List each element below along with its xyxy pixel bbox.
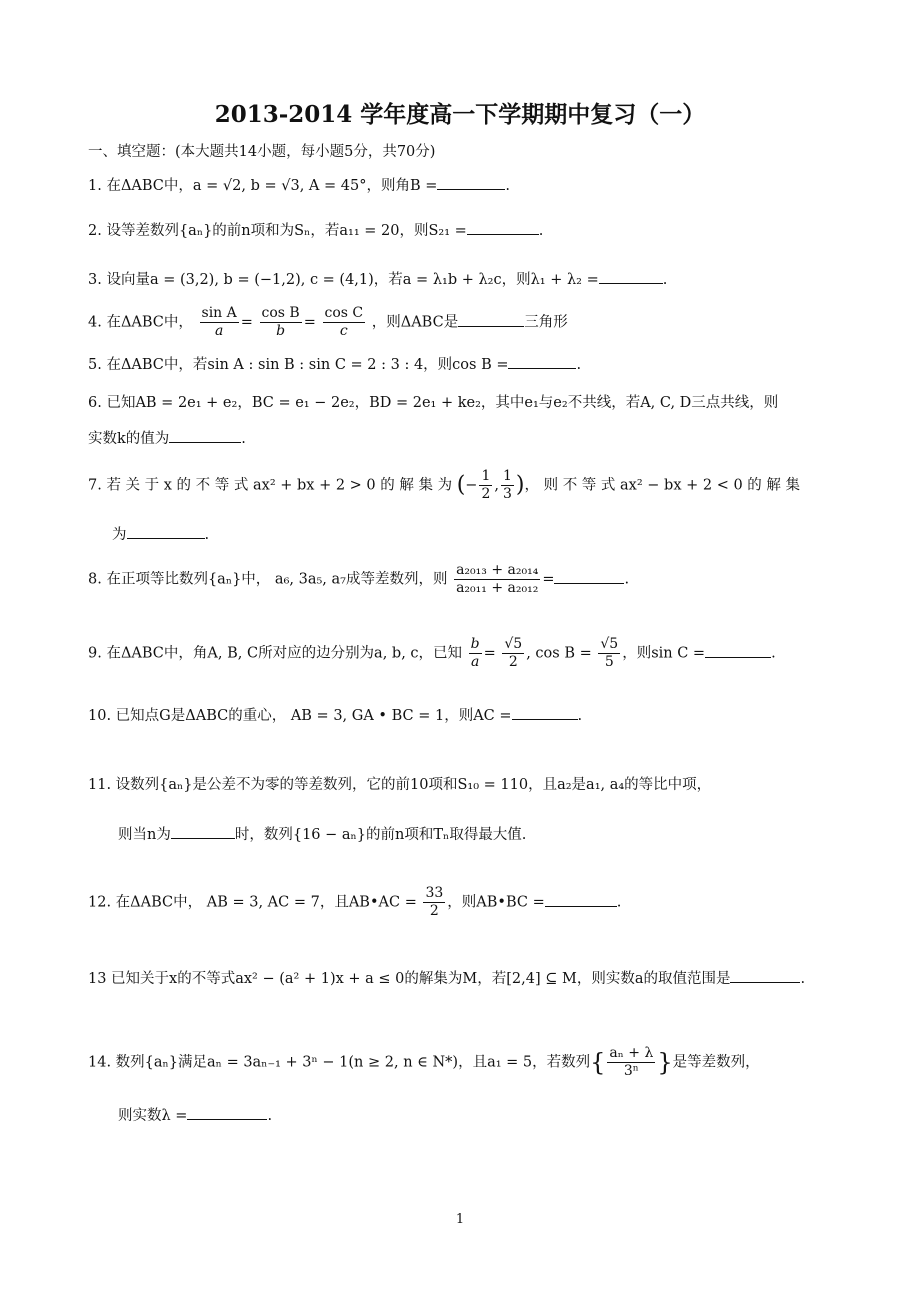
numerator: 33 [425, 885, 444, 901]
denominator: a [470, 654, 480, 670]
denominator: 5 [604, 654, 614, 670]
question-text: 13 已知关于x的不等式ax² − (a² + 1)x + a ≤ 0的解集为M，若[2,4] ⊆ M，则实数a的取值范围是 [88, 971, 731, 987]
answer-blank [599, 269, 663, 284]
answer-blank [512, 705, 578, 720]
question-text: 5. 在ΔABC中，若sin A : sin B : sin C = 2 : 3 : 4，则cos B = [88, 357, 509, 373]
fraction [454, 562, 540, 597]
numerator: 1 [502, 468, 512, 484]
question-5: 5. 在ΔABC中，若sin A : sin B : sin C = 2 : 3 : 4，则cos B = . [88, 354, 878, 376]
denominator: 3ⁿ [623, 1063, 639, 1079]
numerator: b [470, 636, 480, 652]
question-text: 3. 设向量a = (3,2), b = (−1,2), c = (4,1)，若a = λ₁b + λ₂c，则λ₁ + λ₂ = [88, 272, 599, 288]
question-1: 1. 在ΔABC中，a = √2, b = √3, A = 45°，则角B = . [88, 175, 878, 197]
question-text: 则当n为 [118, 827, 171, 843]
fraction [200, 305, 239, 340]
question-text: 是等差数列， [672, 1054, 760, 1071]
question-text: 实数k的值为 [88, 431, 170, 447]
fraction [502, 636, 524, 671]
question-10: 10. 已知点G是ΔABC的重心， AB = 3, GA • BC = 1，则AC = . [88, 705, 878, 727]
question-14-line-2: 则实数λ = . [118, 1105, 908, 1127]
question-12: 12. 在ΔABC中， AB = 3, AC = 7，且AB•AC = $\frac{33}{2}$ ，则AB•BC = . [88, 885, 622, 919]
question-3: 3. 设向量a = (3,2), b = (−1,2), c = (4,1)，若a = λ₁b + λ₂c，则λ₁ + λ₂ = . [88, 269, 878, 291]
denominator: 2 [508, 654, 518, 670]
numerator: a₂₀₁₃ + a₂₀₁₄ [456, 562, 539, 578]
question-text: ，则AB•BC = [447, 894, 545, 911]
answer-blank [545, 892, 617, 907]
question-9: 9. 在ΔABC中，角A, B, C所对应的边分别为a, b, c，已知 $\frac{b}{a}$ = $\frac{√5}{2}$ , cos B = $\frac{√5}{5}$ ，则sin C = . [88, 636, 776, 670]
brace-close: } [657, 1048, 673, 1077]
question-text: 6. 已知AB = 2e₁ + e₂，BC = e₁ − 2e₂，BD = 2e₁ + ke₂，其中e₁与e₂不共线，若A, C, D三点共线，则 [88, 395, 779, 411]
question-text: 11. 设数列{aₙ}是公差不为零的等差数列，它的前10项和S₁₀ = 110，且a₂是a₁, a₄的等比中项， [88, 777, 712, 793]
answer-blank [508, 354, 576, 369]
question-text: 4. 在ΔABC中， [88, 314, 193, 331]
page-number: 1 [455, 1212, 465, 1227]
question-8: 8. 在正项等比数列{aₙ}中， a₆, 3a₅, a₇成等差数列，则 $\frac{\text{a₂₀₁₃ + a₂₀₁₄}}{\text{a₂₀₁₁ + a₂₀₁₂}}$ = . [88, 562, 630, 596]
brace-open: { [590, 1048, 606, 1077]
question-text: , cos B = [526, 645, 592, 662]
denominator: b [276, 323, 286, 339]
fraction [607, 1045, 655, 1080]
denominator: c [339, 323, 348, 339]
question-7: 7. 若 关 于 x 的 不 等 式 ax² + bx + 2 > 0 的 解 集 为 (− $\frac{1}{2}$ , $\frac{1}{3}$ )， 则 不 等 式 ax² − bx + 2 < 0 的 解 集 [88, 468, 801, 502]
answer-blank [127, 524, 205, 539]
answer-blank [705, 643, 771, 658]
question-7-line-2: 为 . [112, 524, 902, 546]
numerator: 1 [481, 468, 491, 484]
answer-blank [730, 968, 800, 983]
question-text: ， 则 不 等 式 ax² − bx + 2 < 0 的 解 集 [524, 477, 801, 494]
question-text: 14. 数列{aₙ}满足aₙ = 3aₙ₋₁ + 3ⁿ − 1(n ≥ 2, n ∈ N*)，且a₁ = 5，若数列 [88, 1054, 591, 1071]
question-text: 2. 设等差数列{aₙ}的前n项和为Sₙ，若a₁₁ = 20，则S₂₁ = [88, 223, 467, 239]
question-text: 8. 在正项等比数列{aₙ}中， a₆, 3a₅, a₇成等差数列，则 [88, 571, 448, 588]
numerator: sin A [201, 305, 237, 321]
numerator: cos B [261, 305, 300, 321]
denominator: 3 [502, 486, 512, 502]
question-text: 10. 已知点G是ΔABC的重心， AB = 3, GA • BC = 1，则AC = [88, 708, 512, 724]
fraction [423, 885, 445, 920]
question-text: 7. 若 关 于 x 的 不 等 式 ax² + bx + 2 > 0 的 解 集 为 [88, 477, 457, 494]
question-text: 为 [112, 527, 127, 543]
fraction [479, 468, 492, 503]
question-2: 2. 设等差数列{aₙ}的前n项和为Sₙ，若a₁₁ = 20，则S₂₁ = . [88, 220, 878, 242]
answer-blank [467, 220, 539, 235]
fraction [469, 636, 482, 671]
fraction [323, 305, 366, 340]
numerator: cos C [324, 305, 364, 321]
answer-blank [437, 175, 505, 190]
question-11 [88, 774, 878, 796]
denominator: a₂₀₁₁ + a₂₀₁₂ [456, 580, 539, 596]
question-text: 9. 在ΔABC中，角A, B, C所对应的边分别为a, b, c，已知 [88, 645, 463, 662]
denominator: a [214, 323, 224, 339]
question-text: 时，数列{16 − aₙ}的前n项和Tₙ取得最大值. [234, 827, 527, 843]
question-14 [88, 1045, 878, 1080]
question-text: 三角形 [524, 314, 568, 331]
denominator: 2 [481, 486, 491, 502]
question-text: 12. 在ΔABC中， AB = 3, AC = 7，且AB•AC = [88, 894, 417, 911]
paren-close: ) [515, 472, 525, 498]
page-title: 2013-2014 学年度高一下学期期中复习（一） [214, 101, 706, 128]
answer-blank [554, 569, 624, 584]
answer-blank [187, 1105, 267, 1120]
fraction [598, 636, 620, 671]
numerator: √5 [600, 636, 619, 652]
denominator: 2 [429, 903, 439, 919]
answer-blank [171, 824, 235, 839]
numerator: √5 [504, 636, 523, 652]
question-text: ，则ΔABC是 [371, 314, 459, 331]
question-text: ，则sin C = [622, 645, 706, 662]
question-11-line-2 [118, 824, 908, 846]
fraction [260, 305, 302, 340]
paren-open: ( [456, 472, 466, 498]
question-13: 13 已知关于x的不等式ax² − (a² + 1)x + a ≤ 0的解集为M，若[2,4] ⊆ M，则实数a的取值范围是 . [88, 968, 878, 990]
numerator: aₙ + λ [609, 1045, 654, 1061]
answer-blank [169, 428, 241, 443]
answer-blank [458, 312, 524, 327]
question-text: 则实数λ = [118, 1108, 188, 1124]
question-text: 1. 在ΔABC中，a = √2, b = √3, A = 45°，则角B = [88, 178, 438, 194]
fraction [501, 468, 514, 503]
section-heading: 一、填空题：(本大题共14小题，每小题5分，共70分) [88, 144, 436, 160]
question-6-line-2: 实数k的值为 . [88, 428, 878, 450]
question-4: 4. 在ΔABC中， $\frac{\text{sin A}}{a}$ = $\frac{\text{cos B}}{b}$ = $\frac{\text{cos C}}{c}$ ，则ΔABC是 三角形 [88, 305, 568, 339]
question-6 [88, 392, 878, 414]
